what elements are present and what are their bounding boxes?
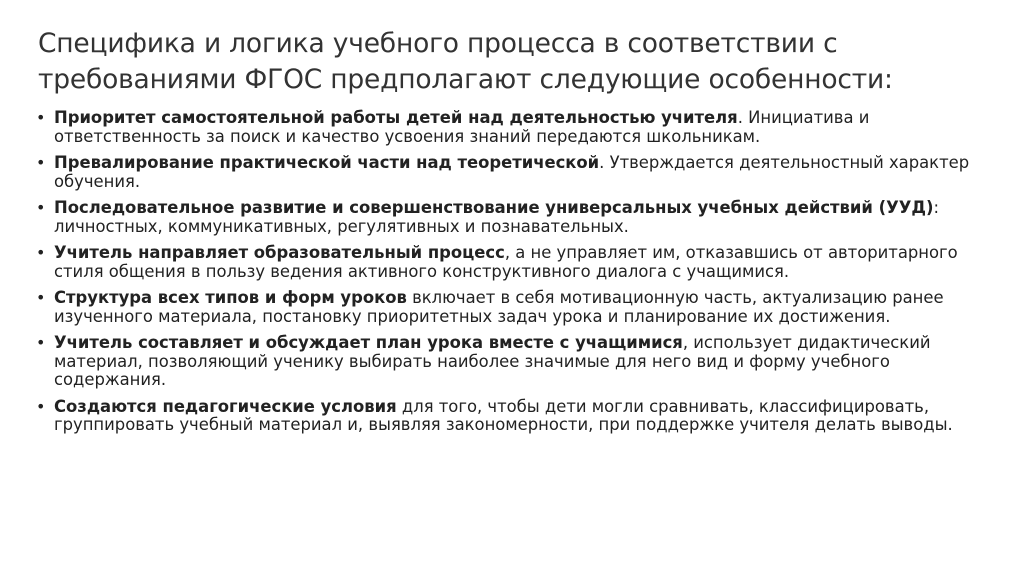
bullet-item [36,289,996,326]
bullet-lead: Превалирование практической части над теоретической [54,153,600,172]
bullet-list [36,109,996,443]
bullet-text: , а не управляет им, отказавшись от авторитарного стиля общения в пользу ведения активного конструктивного диалога с учащимися. [54,243,958,281]
bullet-lead: Приоритет самостоятельной работы детей над деятельностью учителя [54,108,738,127]
bullet-lead: Создаются педагогические условия [54,396,397,416]
bullet-lead: Учитель составляет и обсуждает план урока вместе с учащимися [54,333,683,352]
bullet-item [36,398,996,435]
bullet-item [36,334,996,390]
bullet-text: включает в себя мотивационную часть, актуализацию ранее изученного материала, постановку приоритетных задач урока и планирование их достижения. [54,288,944,326]
bullet-lead: Структура всех типов и форм уроков [54,288,407,307]
bullet-lead: Учитель направляет образовательный процесс [54,243,505,262]
bullet-text: . Утверждается деятельностный характер обучения. [54,153,970,191]
slide-title: Специфика и логика учебного процесса в соответствии с требованиями ФГОС предполагают следующие особенности: [38,28,893,95]
bullet-item [36,109,996,146]
bullet-item [36,154,996,191]
bullet-text: : личностных, коммуникативных, регулятивных и познавательных. [54,198,939,236]
bullet-text: . Инициатива и ответственность за поиск и качество усвоения знаний передаются школьникам. [54,108,870,146]
bullet-text: , использует дидактический материал, позволяющий ученику выбирать наиболее значимые для него вид и форму учебного содержания. [54,333,931,389]
bullet-lead: Последовательное развитие и совершенствование универсальных учебных действий (УУД) [54,198,934,217]
bullet-item [36,199,996,236]
bullet-item [36,244,996,281]
bullet-text: для того, чтобы дети могли сравнивать, классифицировать, группировать учебный материал и, выявляя закономерности, при поддержке учителя делать выводы. [54,396,953,434]
